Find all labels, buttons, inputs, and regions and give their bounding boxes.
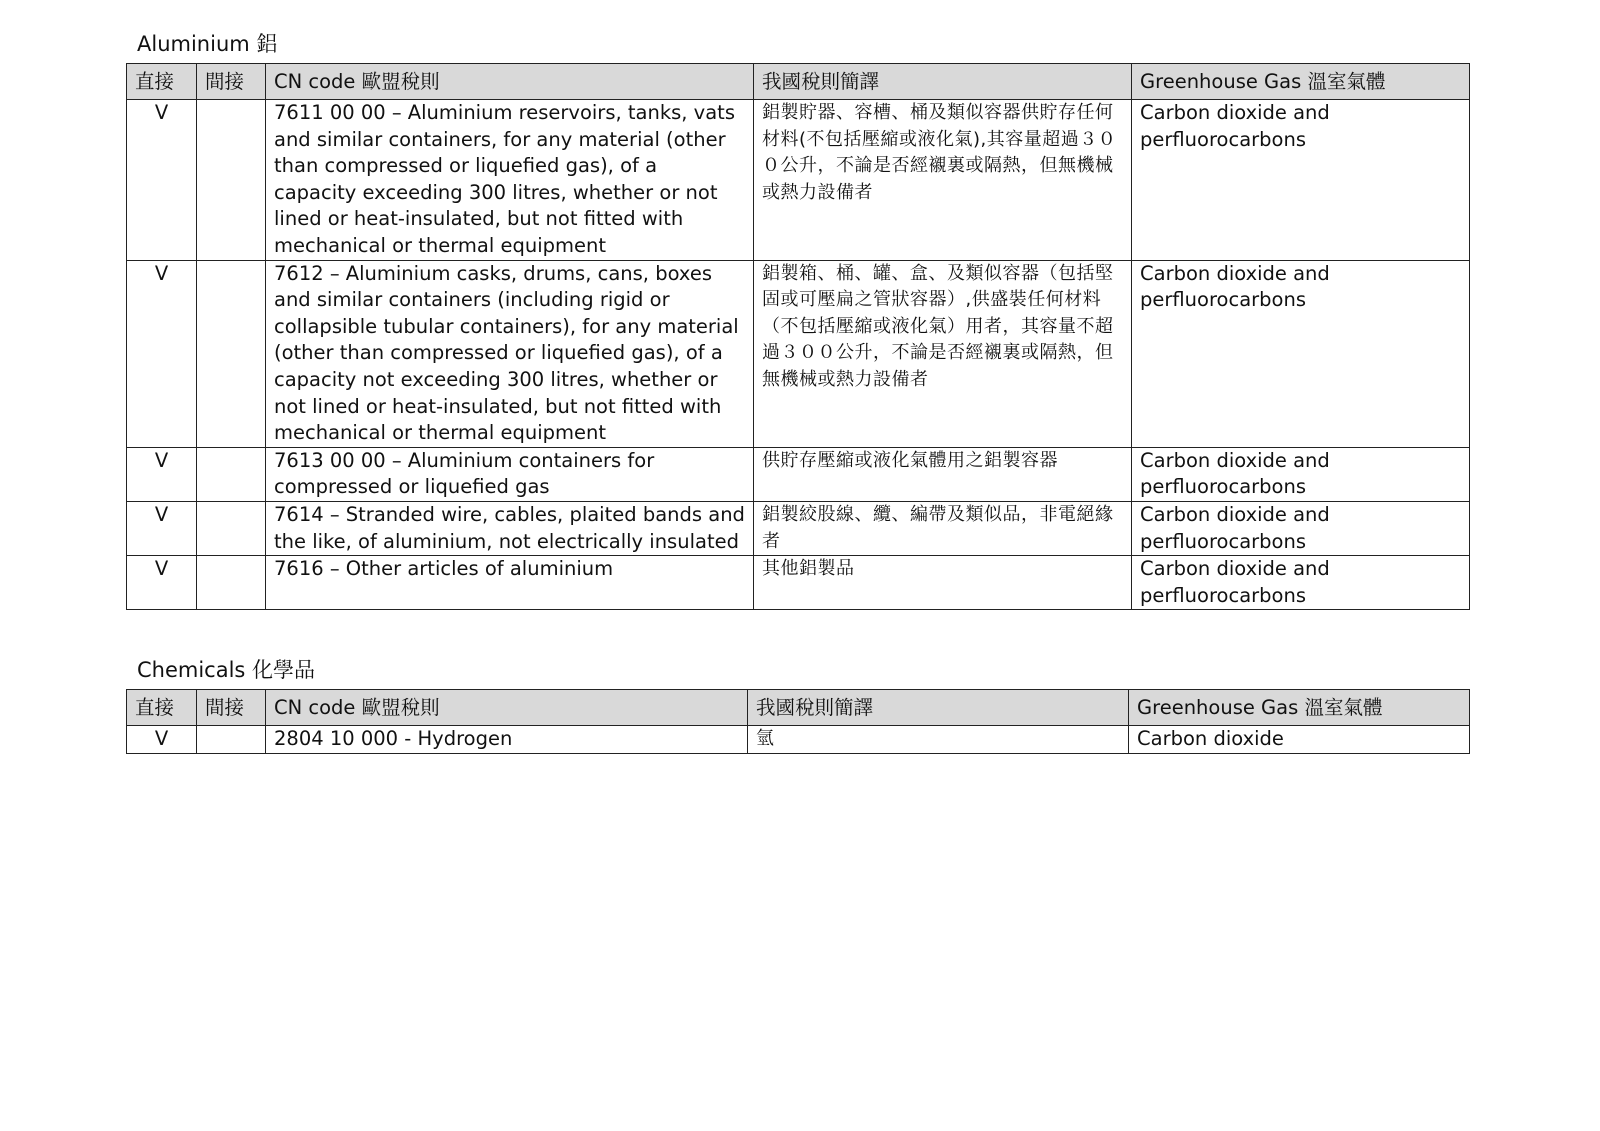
greenhouse-gas-cell: Carbon dioxide and perfluorocarbons (1132, 501, 1470, 555)
header-cn-code: CN code 歐盟稅則 (266, 690, 748, 726)
section-title-aluminium: Aluminium 鋁 (137, 32, 278, 56)
indirect-mark (197, 100, 266, 261)
header-indirect: 間接 (197, 690, 266, 726)
tw-tariff-cell: 供貯存壓縮或液化氣體用之鋁製容器 (754, 447, 1132, 501)
direct-mark: V (127, 260, 197, 447)
greenhouse-gas-cell: Carbon dioxide and perfluorocarbons (1132, 556, 1470, 610)
header-indirect: 間接 (197, 64, 266, 100)
cn-code-cell: 7616 – Other articles of aluminium (266, 556, 754, 610)
indirect-mark (197, 726, 266, 754)
header-greenhouse-gas: Greenhouse Gas 溫室氣體 (1129, 690, 1470, 726)
cn-code-cell: 7614 – Stranded wire, cables, plaited bands and the like, of aluminium, not electrically insulated (266, 501, 754, 555)
header-cn-code: CN code 歐盟稅則 (266, 64, 754, 100)
greenhouse-gas-cell: Carbon dioxide (1129, 726, 1470, 754)
table-header-row (127, 64, 1470, 100)
aluminium-table (126, 63, 1470, 610)
direct-mark: V (127, 100, 197, 261)
header-tw-tariff: 我國稅則簡譯 (754, 64, 1132, 100)
indirect-mark (197, 501, 266, 555)
table-row (127, 501, 1470, 555)
table-row (127, 556, 1470, 610)
direct-mark: V (127, 501, 197, 555)
greenhouse-gas-cell: Carbon dioxide and perfluorocarbons (1132, 447, 1470, 501)
tw-tariff-cell: 鋁製箱、桶、罐、盒、及類似容器（包括堅固或可壓扁之管狀容器）,供盛裝任何材料（不包括壓縮或液化氣）用者，其容量不超過３００公升，不論是否經襯裏或隔熱，但無機械或熱力設備者 (754, 260, 1132, 447)
header-direct: 直接 (127, 690, 197, 726)
cn-code-cell: 7613 00 00 – Aluminium containers for compressed or liquefied gas (266, 447, 754, 501)
table-row (127, 260, 1470, 447)
table-row (127, 726, 1470, 754)
greenhouse-gas-cell: Carbon dioxide and perfluorocarbons (1132, 260, 1470, 447)
direct-mark: V (127, 556, 197, 610)
tw-tariff-cell: 鋁製絞股線、纜、編帶及類似品，非電絕緣者 (754, 501, 1132, 555)
tw-tariff-cell: 氫 (748, 726, 1129, 754)
greenhouse-gas-cell: Carbon dioxide and perfluorocarbons (1132, 100, 1470, 261)
tw-tariff-cell: 其他鋁製品 (754, 556, 1132, 610)
cn-code-cell: 7611 00 00 – Aluminium reservoirs, tanks, vats and similar containers, for any material (other than compressed or liquefied gas), of a capacity exceeding 300 litres, whether or not lined or heat-insulated, but not fitted with mechanical or thermal equipment (266, 100, 754, 261)
header-tw-tariff: 我國稅則簡譯 (748, 690, 1129, 726)
table-row (127, 447, 1470, 501)
table-row (127, 100, 1470, 261)
indirect-mark (197, 260, 266, 447)
cn-code-cell: 7612 – Aluminium casks, drums, cans, boxes and similar containers (including rigid or collapsible tubular containers), for any material (other than compressed or liquefied gas), of a capacity not exceeding 300 litres, whether or not lined or heat-insulated, but not fitted with mechanical or thermal equipment (266, 260, 754, 447)
chemicals-table (126, 689, 1470, 754)
direct-mark: V (127, 726, 197, 754)
indirect-mark (197, 447, 266, 501)
header-direct: 直接 (127, 64, 197, 100)
section-title-chemicals: Chemicals 化學品 (137, 658, 316, 682)
tw-tariff-cell: 鋁製貯器、容槽、桶及類似容器供貯存任何材料(不包括壓縮或液化氣),其容量超過３００公升，不論是否經襯裏或隔熱，但無機械或熱力設備者 (754, 100, 1132, 261)
direct-mark: V (127, 447, 197, 501)
header-greenhouse-gas: Greenhouse Gas 溫室氣體 (1132, 64, 1470, 100)
indirect-mark (197, 556, 266, 610)
cn-code-cell: 2804 10 000 - Hydrogen (266, 726, 748, 754)
table-header-row (127, 690, 1470, 726)
